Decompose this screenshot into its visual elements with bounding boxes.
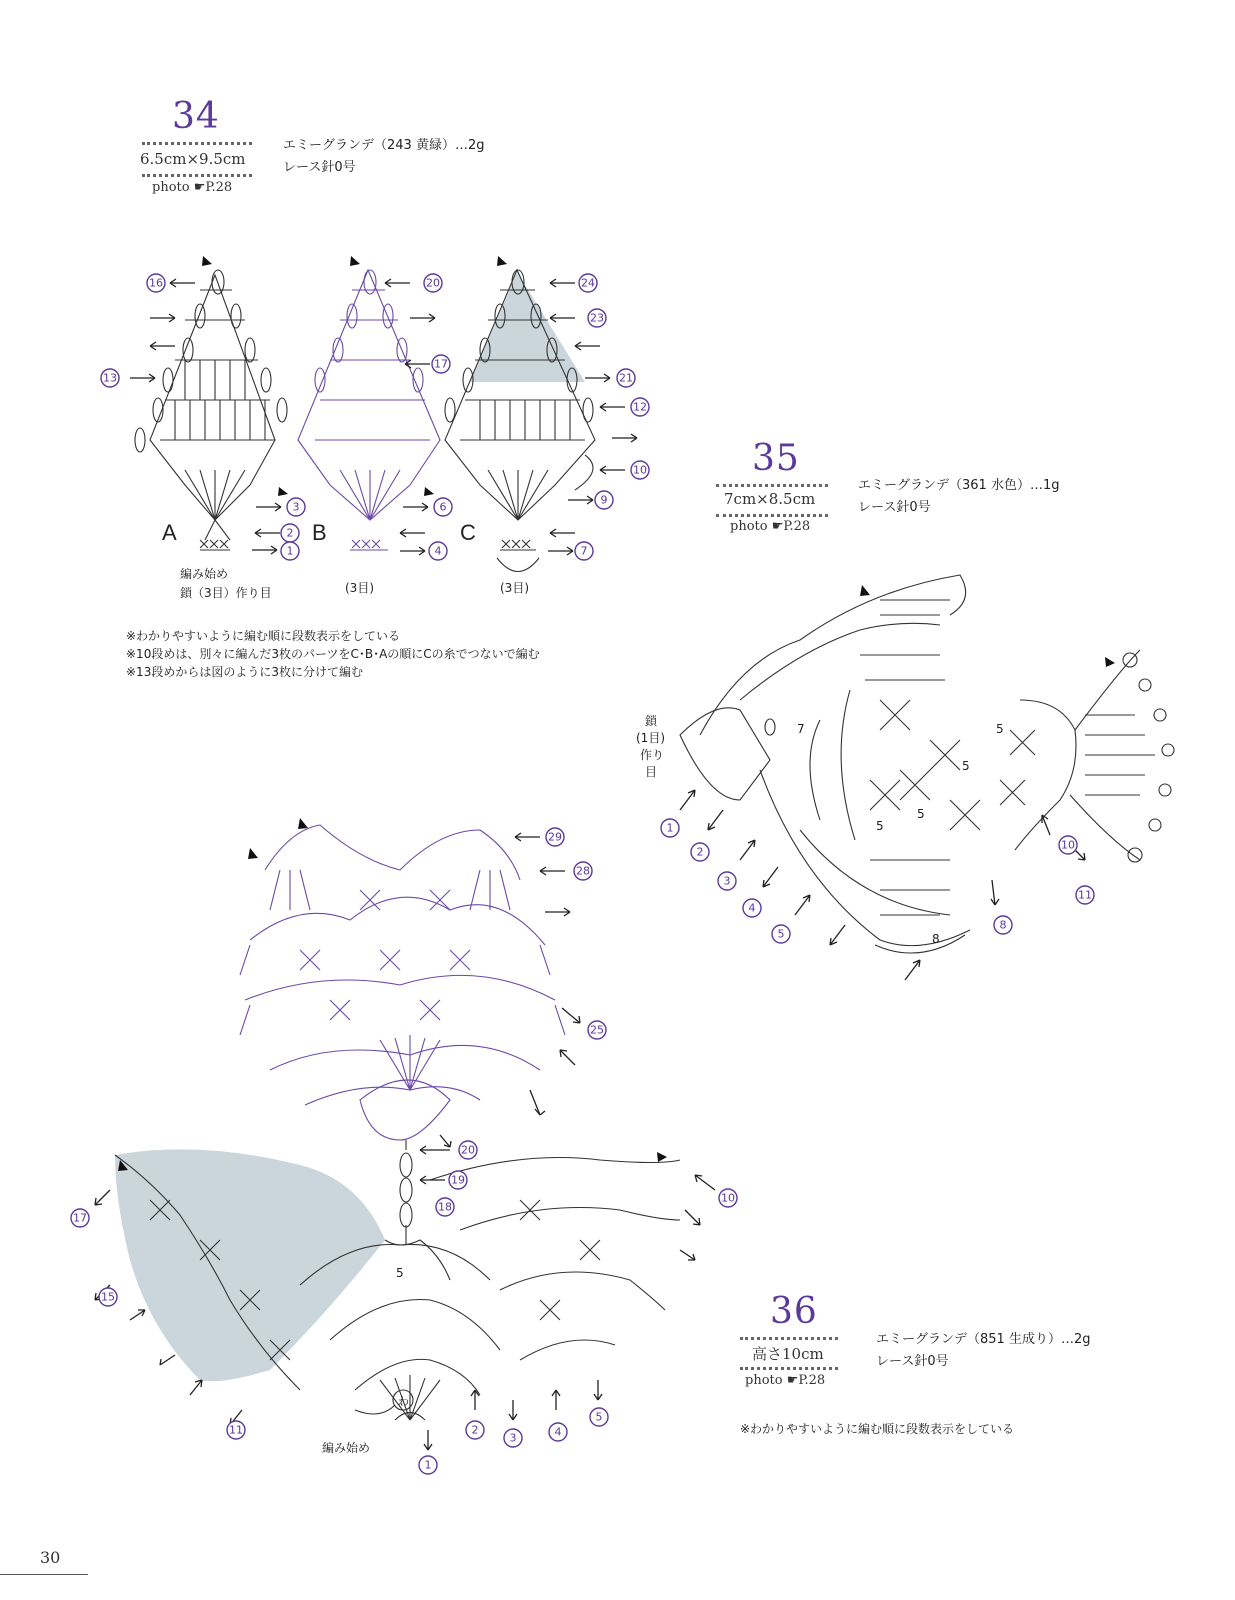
svg-text:17: 17 bbox=[73, 1211, 87, 1225]
yarn-label: エミーグランデ（243 黄緑）…2g bbox=[283, 138, 485, 153]
chain3-label-c: (3目) bbox=[500, 581, 529, 595]
svg-text:1: 1 bbox=[666, 821, 674, 835]
size-label: 7cm×8.5cm bbox=[724, 490, 816, 508]
svg-text:7: 7 bbox=[580, 544, 588, 558]
svg-text:20: 20 bbox=[461, 1143, 475, 1157]
svg-text:20: 20 bbox=[426, 276, 440, 290]
svg-text:1: 1 bbox=[286, 544, 294, 558]
svg-text:13: 13 bbox=[103, 371, 117, 385]
svg-text:2: 2 bbox=[471, 1423, 479, 1437]
svg-text:5: 5 bbox=[996, 722, 1004, 736]
divider-dots bbox=[740, 1337, 838, 1340]
pattern-number: 34 bbox=[172, 96, 220, 137]
svg-text:29: 29 bbox=[548, 830, 562, 844]
ring-label: わ bbox=[398, 1395, 409, 1408]
svg-text:2: 2 bbox=[286, 526, 294, 540]
hook-label: レース針0号 bbox=[283, 160, 356, 175]
shaded-leaf bbox=[115, 1149, 385, 1381]
divider-dots bbox=[740, 1367, 838, 1370]
yarn-label: エミーグランデ（361 水色）…1g bbox=[858, 478, 1060, 493]
svg-text:3: 3 bbox=[292, 500, 300, 514]
svg-text:2: 2 bbox=[696, 845, 704, 859]
svg-text:19: 19 bbox=[451, 1173, 465, 1187]
svg-text:16: 16 bbox=[149, 276, 163, 290]
inner-number: 5 bbox=[396, 1266, 404, 1280]
page-number: 30 bbox=[40, 1548, 61, 1567]
svg-text:11: 11 bbox=[229, 1423, 243, 1437]
svg-text:17: 17 bbox=[434, 357, 448, 371]
note-line: ※10段めは、別々に編んだ3枚のパーツをC･B･Aの順にCの糸でつないで編む bbox=[126, 647, 540, 661]
svg-text:11: 11 bbox=[1078, 888, 1092, 902]
hook-label: レース針0号 bbox=[876, 1354, 949, 1369]
svg-text:10: 10 bbox=[633, 463, 647, 477]
svg-text:4: 4 bbox=[554, 1425, 562, 1439]
photo-ref: photo ☛P.28 bbox=[745, 1373, 826, 1388]
svg-text:21: 21 bbox=[619, 371, 633, 385]
svg-text:8: 8 bbox=[999, 918, 1007, 932]
start-label: 編み始め bbox=[180, 567, 229, 581]
part-label-c: C bbox=[460, 520, 476, 545]
svg-text:12: 12 bbox=[633, 400, 647, 414]
svg-text:15: 15 bbox=[101, 1290, 115, 1304]
svg-text:1: 1 bbox=[424, 1458, 432, 1472]
svg-text:目: 目 bbox=[645, 765, 658, 779]
svg-text:24: 24 bbox=[581, 276, 595, 290]
page-rule bbox=[0, 1574, 88, 1575]
note-line: ※13段めからは図のように3枚に分けて編む bbox=[126, 665, 363, 679]
svg-text:(1目): (1目) bbox=[636, 731, 665, 745]
svg-text:4: 4 bbox=[748, 901, 756, 915]
part-label-a: A bbox=[162, 520, 177, 545]
svg-text:9: 9 bbox=[600, 493, 608, 507]
size-label: 高さ10cm bbox=[752, 1345, 824, 1363]
chain3-label-b: (3目) bbox=[345, 581, 374, 595]
svg-text:25: 25 bbox=[590, 1023, 604, 1037]
photo-ref: photo ☛P.28 bbox=[730, 519, 811, 534]
size-label: 6.5cm×9.5cm bbox=[140, 150, 246, 168]
svg-text:5: 5 bbox=[876, 819, 884, 833]
pattern-number: 36 bbox=[770, 1291, 818, 1332]
svg-text:4: 4 bbox=[434, 544, 442, 558]
photo-ref: photo ☛P.28 bbox=[152, 180, 233, 195]
svg-text:7: 7 bbox=[797, 722, 805, 736]
flower-head bbox=[240, 825, 565, 1140]
part-label-b: B bbox=[312, 520, 327, 545]
pattern-number: 35 bbox=[752, 438, 800, 479]
svg-text:5: 5 bbox=[595, 1410, 603, 1424]
svg-text:28: 28 bbox=[576, 864, 590, 878]
svg-text:5: 5 bbox=[777, 927, 785, 941]
svg-text:10: 10 bbox=[721, 1191, 735, 1205]
svg-text:鎖: 鎖 bbox=[645, 714, 658, 728]
hook-label: レース針0号 bbox=[858, 500, 931, 515]
yarn-label: エミーグランデ（851 生成り）…2g bbox=[876, 1332, 1091, 1347]
pattern-36-notes bbox=[740, 1420, 1014, 1438]
svg-text:18: 18 bbox=[438, 1200, 452, 1214]
svg-text:23: 23 bbox=[590, 311, 604, 325]
note-line: ※わかりやすいように編む順に段数表示をしている bbox=[126, 629, 401, 643]
chain-label: 鎖（3目）作り目 bbox=[180, 586, 272, 600]
svg-text:5: 5 bbox=[962, 759, 970, 773]
svg-text:10: 10 bbox=[1061, 838, 1075, 852]
svg-text:3: 3 bbox=[509, 1431, 517, 1445]
svg-text:作り: 作り bbox=[640, 748, 665, 762]
svg-text:6: 6 bbox=[439, 500, 447, 514]
svg-text:3: 3 bbox=[723, 874, 731, 888]
flower-stem bbox=[400, 1140, 412, 1245]
svg-text:5: 5 bbox=[917, 807, 925, 821]
start-label: 編み始め bbox=[322, 1441, 371, 1455]
note-line: ※わかりやすいように編む順に段数表示をしている bbox=[740, 1422, 1015, 1436]
svg-text:8: 8 bbox=[932, 932, 940, 946]
materials-block bbox=[876, 1329, 1090, 1373]
